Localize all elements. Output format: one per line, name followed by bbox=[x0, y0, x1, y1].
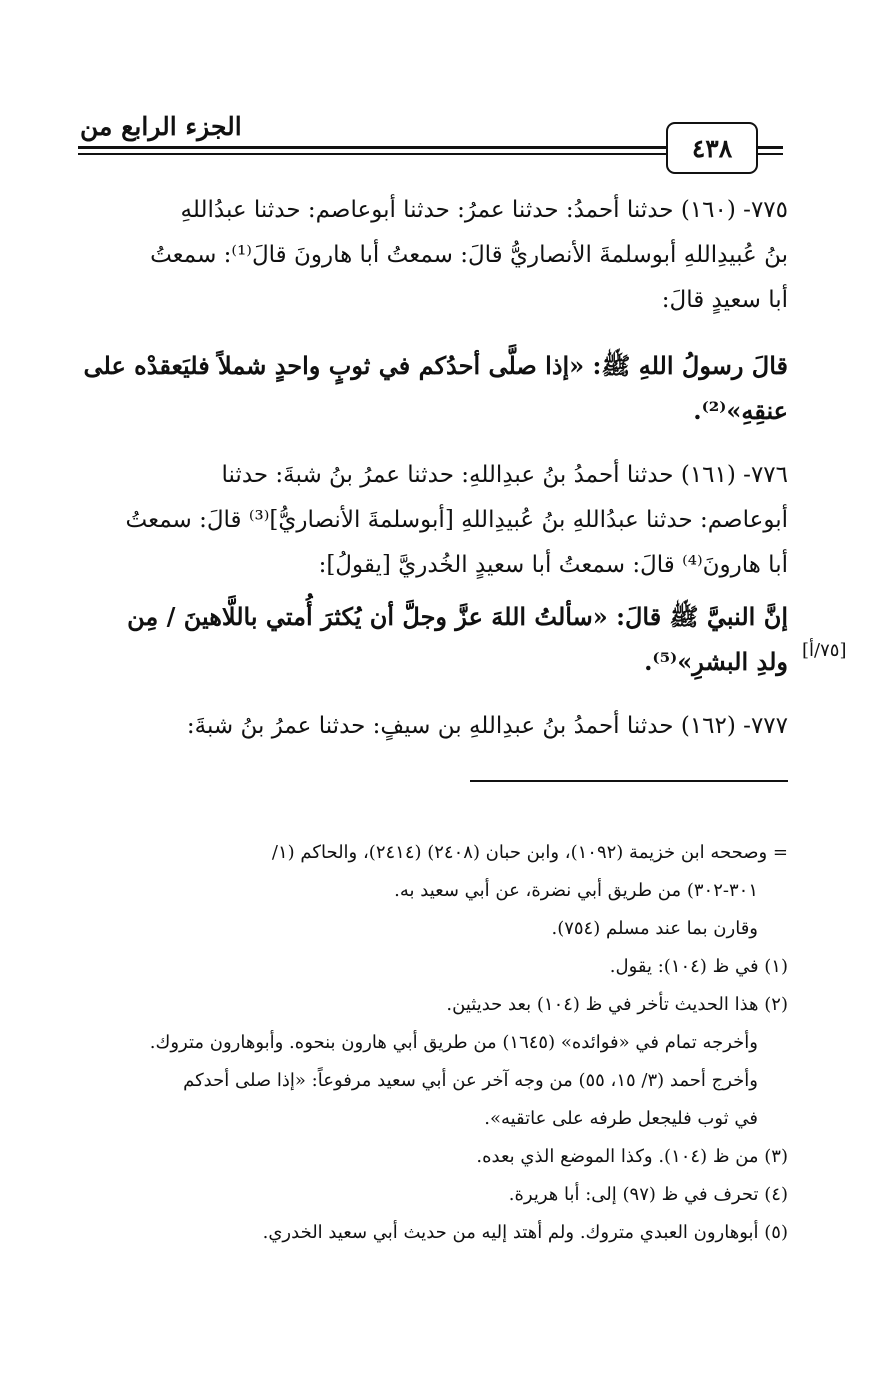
header-rule bbox=[78, 146, 668, 155]
footnote-continuation: ٣٠١-٣٠٢) من طريق أبي نضرة، عن أبي سعيد به. bbox=[394, 880, 758, 901]
manuscript-folio-note: [٧٥/أ] bbox=[802, 640, 847, 661]
footnote-continuation: = وصححه ابن خزيمة (١٠٩٢)، وابن حبان (٢٤٠٨) (٢٤١٤)، والحاكم (١/ bbox=[271, 842, 788, 863]
footnote-3: (٣) من ظ (١٠٤). وكذا الموضع الذي بعده. bbox=[476, 1146, 788, 1167]
footnote-continuation: وقارن بما عند مسلم (٧٥٤). bbox=[551, 918, 758, 939]
footnote-5: (٥) أبوهارون العبدي متروك. ولم أهتد إليه من حديث أبي سعيد الخدري. bbox=[262, 1222, 788, 1243]
footnote-1: (١) في ظ (١٠٤): يقول. bbox=[609, 956, 788, 977]
hadith-776-matn: ولدِ البشرِ»⁽⁵⁾. bbox=[644, 647, 788, 676]
footnotes bbox=[76, 834, 788, 1252]
hadith-775-matn: عنقِهِ»⁽²⁾. bbox=[693, 396, 788, 425]
hadith-776-line: ٧٧٦- (١٦١) حدثنا أحمدُ بنُ عبدِاللهِ: حدثنا عمرُ بنُ شبةَ: حدثنا bbox=[221, 462, 788, 488]
page-number: ٤٣٨ bbox=[666, 122, 758, 174]
footnote-2-line: وأخرجه تمام في «فوائده» (١٦٤٥) من طريق أبي هارون بنحوه. وأبوهارون متروك. bbox=[149, 1032, 758, 1053]
hadith-775-matn: قالَ رسولُ اللهِ ﷺ: «إذا صلَّى أحدُكم في ثوبٍ واحدٍ شملاً فليَعقدْه على bbox=[83, 351, 788, 380]
hadith-776-matn: إنَّ النبيَّ ﷺ قالَ: «سألتُ اللهَ عزَّ وجلَّ أن يُكثرَ أُمتي باللَّاهينَ / مِن bbox=[127, 602, 788, 631]
hadith-777-line: ٧٧٧- (١٦٢) حدثنا أحمدُ بنُ عبدِاللهِ بن سيفٍ: حدثنا عمرُ بنُ شبةَ: bbox=[186, 713, 788, 739]
footnote-2-line: وأخرج أحمد (٣/ ١٥، ٥٥) من وجه آخر عن أبي سعيد مرفوعاً: «إذا صلى أحدكم bbox=[183, 1070, 758, 1091]
footnote-separator bbox=[470, 780, 788, 782]
main-text bbox=[76, 188, 788, 749]
footnote-2: (٢) هذا الحديث تأخر في ظ (١٠٤) بعد حديثين. bbox=[446, 994, 788, 1015]
hadith-775-line: ٧٧٥- (١٦٠) حدثنا أحمدُ: حدثنا عمرُ: حدثنا أبوعاصم: حدثنا عبدُاللهِ bbox=[180, 197, 788, 223]
hadith-776-line: أبا هارونَ⁽⁴⁾ قالَ: سمعتُ أبا سعيدٍ الخُدريَّ [يقولُ]: bbox=[318, 552, 788, 578]
hadith-776-line: أبوعاصم: حدثنا عبدُاللهِ بنُ عُبيدِاللهِ [أبوسلمةَ الأنصاريُّ]⁽³⁾ قالَ: سمعتُ bbox=[125, 507, 788, 533]
footnote-2-line: في ثوب فليجعل طرفه على عاتقيه». bbox=[484, 1108, 758, 1129]
running-header: الجزء الرابع من bbox=[80, 112, 242, 141]
footnote-4: (٤) تحرف في ظ (٩٧) إلى: أبا هريرة. bbox=[508, 1184, 788, 1205]
hadith-775-line: أبا سعيدٍ قالَ: bbox=[661, 287, 788, 313]
hadith-775-line: بنُ عُبيدِاللهِ أبوسلمةَ الأنصاريُّ قالَ: سمعتُ أبا هارونَ قالَ⁽¹⁾: سمعتُ bbox=[150, 242, 788, 268]
header-rule-right bbox=[755, 146, 783, 155]
